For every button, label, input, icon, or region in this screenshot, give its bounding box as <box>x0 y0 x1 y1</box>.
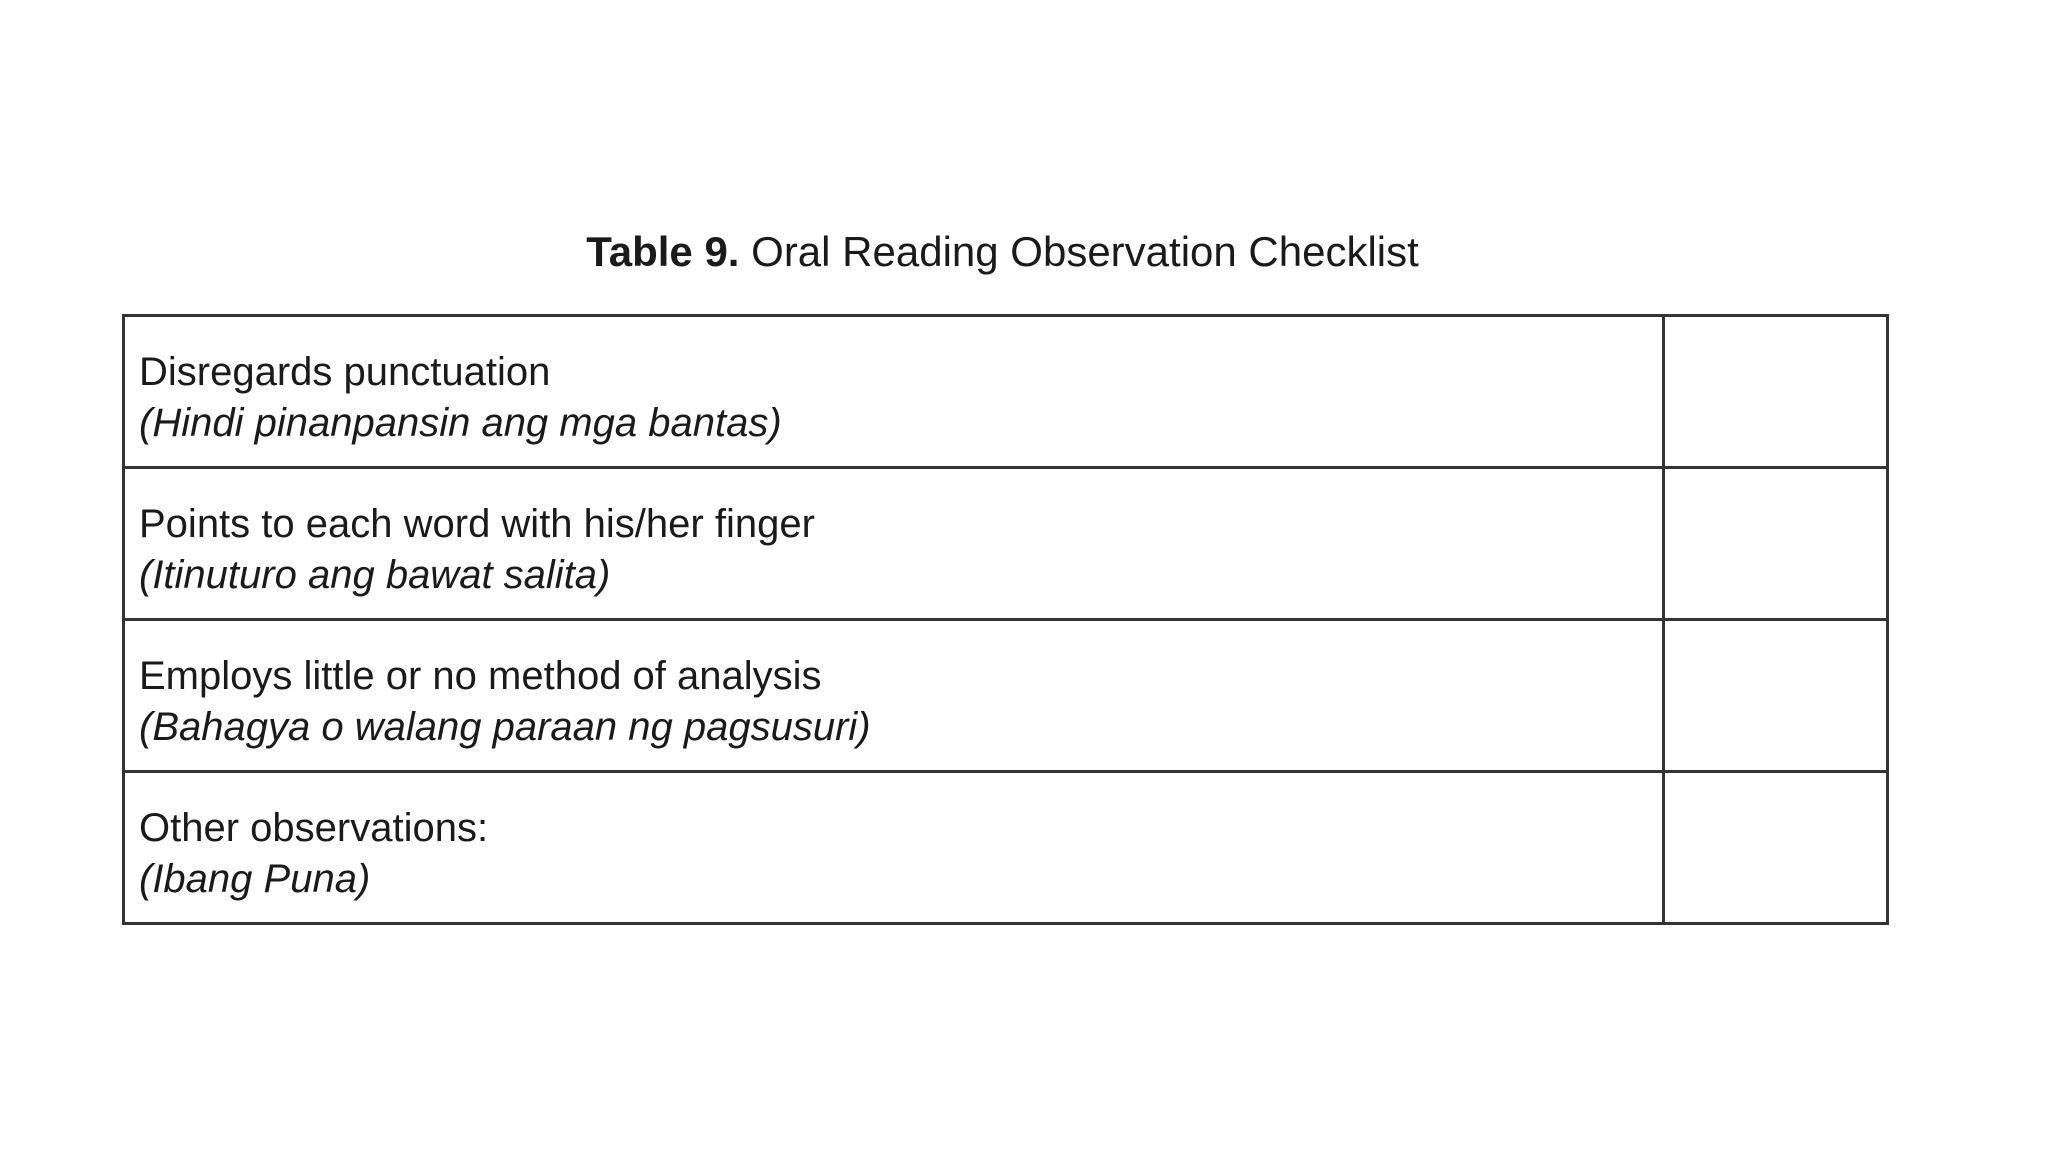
table-row <box>124 468 1888 620</box>
table-row <box>124 316 1888 468</box>
check-cell[interactable] <box>1664 316 1888 468</box>
table-row <box>124 772 1888 924</box>
item-translation: (Hindi pinanpansin ang mga bantas) <box>139 401 782 445</box>
observation-checklist-table <box>122 314 1889 925</box>
table-number: Table 9. <box>586 228 740 275</box>
check-cell[interactable] <box>1664 772 1888 924</box>
item-translation: (Bahagya o walang paraan ng pagsusuri) <box>139 705 871 749</box>
item-cell <box>124 316 1664 468</box>
table-title: Oral Reading Observation Checklist <box>751 228 1419 275</box>
item-english: Employs little or no method of analysis <box>139 654 822 698</box>
item-translation: (Itinuturo ang bawat salita) <box>139 553 611 597</box>
table-caption <box>0 224 2005 280</box>
check-cell[interactable] <box>1664 620 1888 772</box>
item-cell <box>124 620 1664 772</box>
item-english: Disregards punctuation <box>139 350 551 394</box>
item-cell <box>124 468 1664 620</box>
item-english: Other observations: <box>139 806 489 850</box>
check-cell[interactable] <box>1664 468 1888 620</box>
item-cell <box>124 772 1664 924</box>
item-translation: (Ibang Puna) <box>139 857 371 901</box>
table-row <box>124 620 1888 772</box>
item-english: Points to each word with his/her finger <box>139 502 815 546</box>
